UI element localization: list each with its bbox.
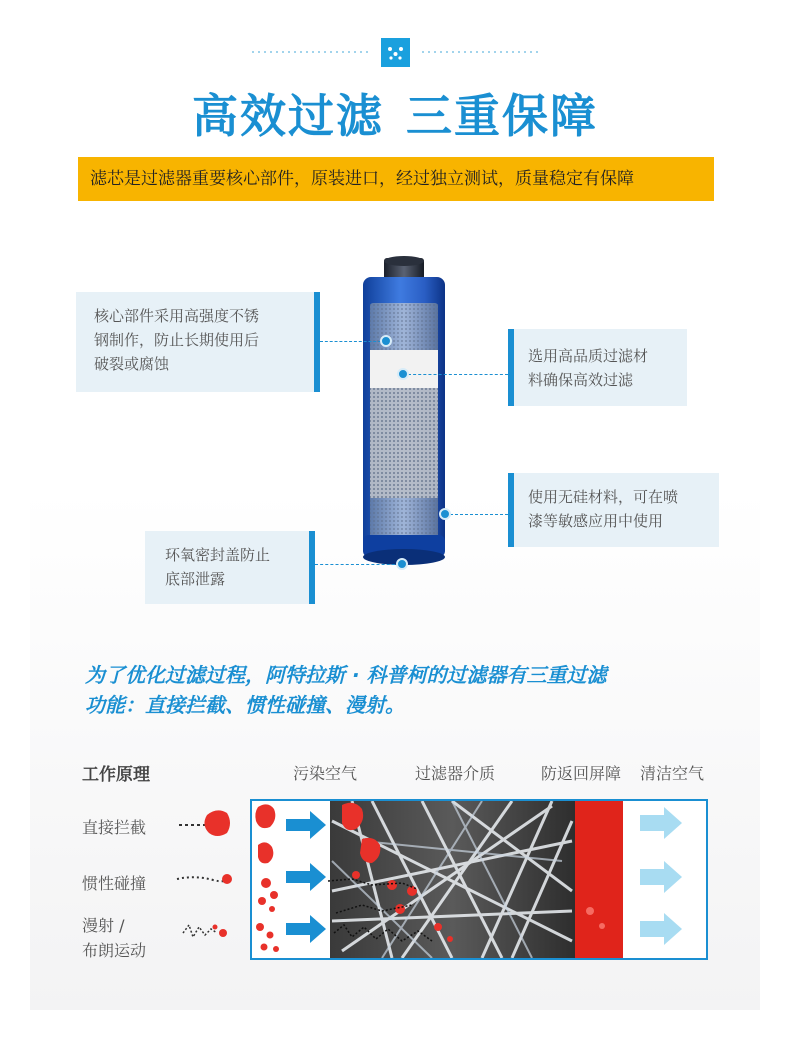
feature-callout-epoxy-seal bbox=[145, 531, 315, 604]
column-header-polluted-air: 污染空气 bbox=[293, 764, 358, 783]
row-label-direct-interception: 直接拦截 bbox=[82, 818, 147, 837]
row-label-inertial-impaction: 惯性碰撞 bbox=[82, 874, 147, 893]
column-header-filter-media: 过滤器介质 bbox=[415, 764, 496, 783]
row-label-diffusion: 漫射 / bbox=[82, 916, 125, 935]
info-banner: 滤芯是过滤器重要核心部件，原装进口，经过独立测试，质量稳定有保障 bbox=[78, 157, 714, 201]
title-divider-left bbox=[250, 51, 372, 53]
filter-cartridge-image bbox=[348, 255, 460, 570]
tagline-line-2: 功能：直接拦截、惯性碰撞、漫射。 bbox=[85, 693, 405, 717]
column-header-clean-air: 清洁空气 bbox=[640, 764, 705, 783]
feature-text-line: 核心部件采用高强度不锈 bbox=[94, 307, 260, 325]
row-label-brownian-motion: 布朗运动 bbox=[82, 941, 147, 960]
callout-accent-bar bbox=[314, 292, 320, 392]
callout-leader-line bbox=[315, 564, 400, 565]
column-header-anti-return-barrier: 防返回屏障 bbox=[541, 764, 622, 783]
callout-node-dot bbox=[397, 368, 409, 380]
feature-text-line: 破裂或腐蚀 bbox=[94, 355, 170, 373]
title-part-1: 高效过滤 bbox=[192, 89, 384, 143]
callout-accent-bar bbox=[508, 473, 514, 547]
feature-callout-filter-media bbox=[508, 329, 687, 406]
feature-text-line: 使用无硅材料，可在喷 bbox=[528, 488, 679, 506]
feature-text-line: 选用高品质过滤材 bbox=[528, 347, 649, 365]
particle-path-illustrations bbox=[175, 803, 250, 953]
title-divider-right bbox=[420, 51, 542, 53]
callout-leader-line bbox=[450, 514, 508, 515]
feature-text-line: 底部泄露 bbox=[165, 570, 226, 588]
feature-callout-silicone-free bbox=[508, 473, 719, 547]
feature-text-line: 料确保高效过滤 bbox=[528, 371, 634, 389]
filtration-diagram-graphic bbox=[252, 801, 706, 958]
feature-text-line: 环氧密封盖防止 bbox=[165, 546, 271, 564]
filtration-diagram bbox=[250, 799, 708, 960]
filtration-tagline bbox=[85, 660, 725, 720]
dots-icon bbox=[381, 38, 410, 67]
callout-leader-line bbox=[320, 341, 386, 342]
callout-node-dot bbox=[380, 335, 392, 347]
title-part-2: 三重保障 bbox=[406, 89, 598, 143]
feature-text-line: 钢制作，防止长期使用后 bbox=[94, 331, 260, 349]
feature-callout-stainless-core bbox=[76, 292, 320, 392]
callout-node-dot bbox=[439, 508, 451, 520]
page-title bbox=[0, 80, 790, 146]
callout-accent-bar bbox=[309, 531, 315, 604]
callout-accent-bar bbox=[508, 329, 514, 406]
tagline-line-1: 为了优化过滤过程，阿特拉斯 · 科普柯的过滤器有三重过滤 bbox=[85, 663, 607, 687]
feature-text-line: 漆等敏感应用中使用 bbox=[528, 512, 664, 530]
callout-leader-line bbox=[408, 374, 508, 375]
callout-node-dot bbox=[396, 558, 408, 570]
principle-title: 工作原理 bbox=[82, 765, 150, 785]
